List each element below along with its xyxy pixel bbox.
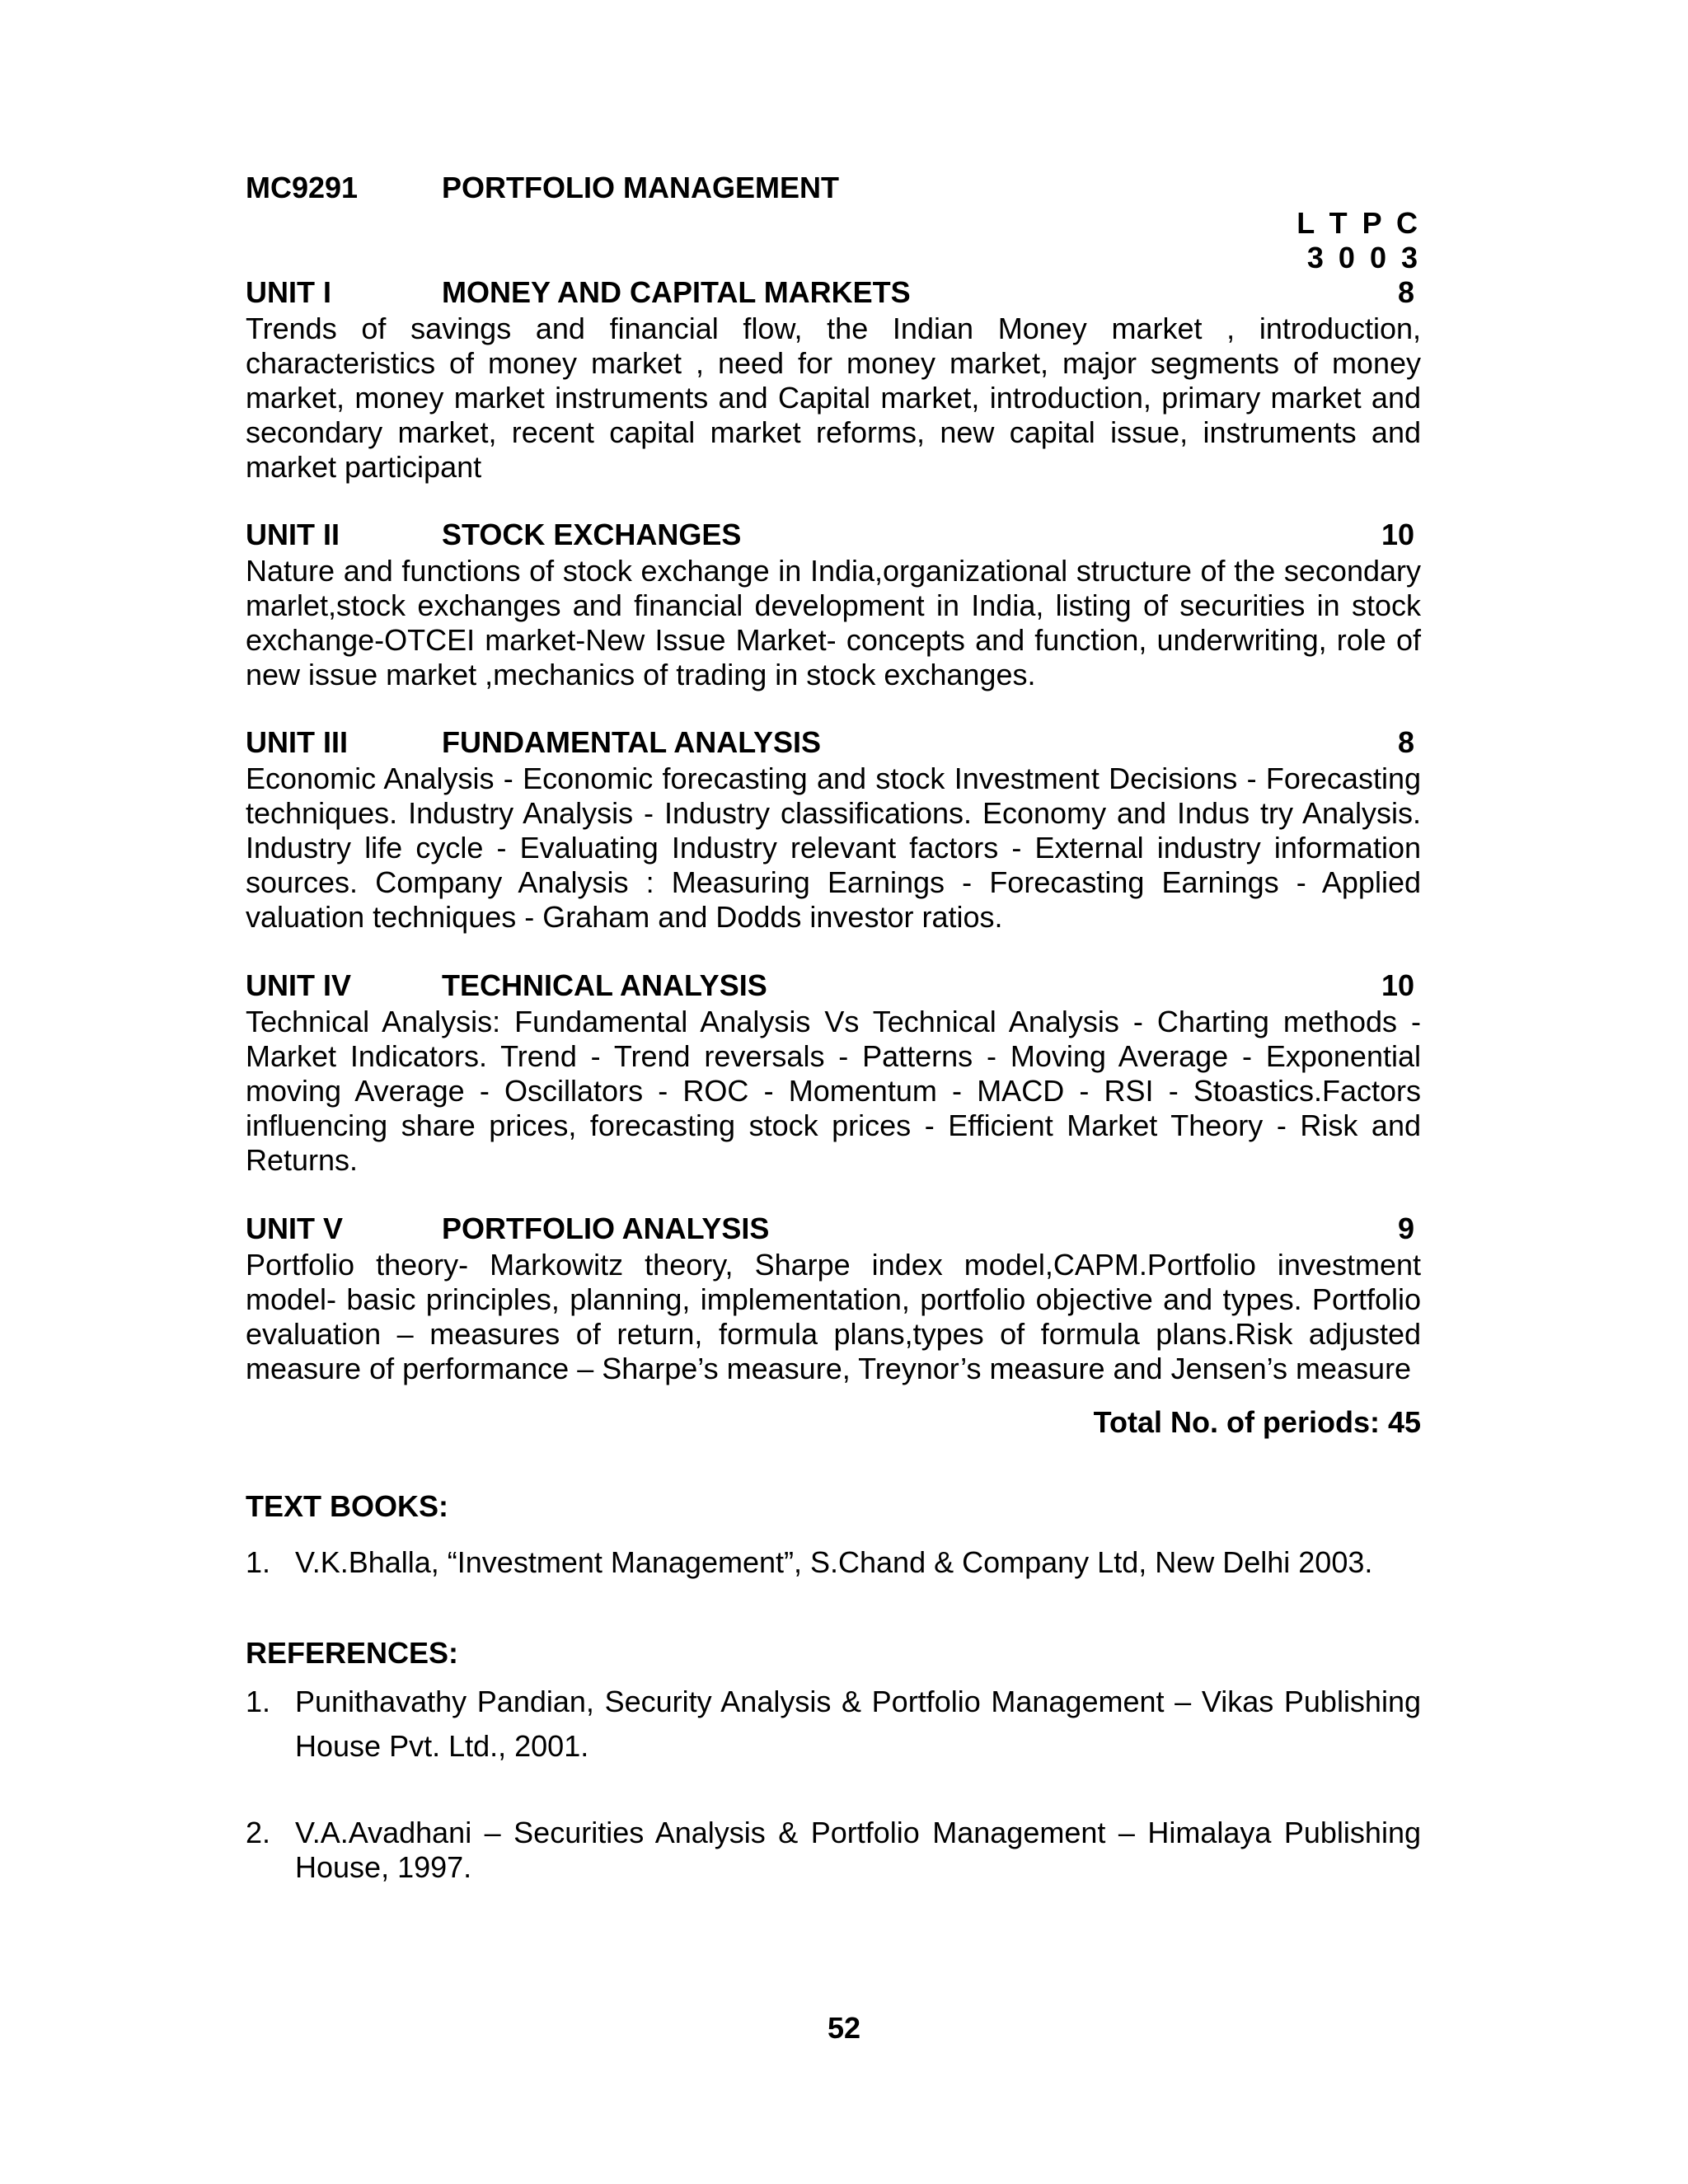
reference-text: Punithavathy Pandian, Security Analysis & Portfolio Management – Vikas Publishing House Pvt. Ltd., 2001. bbox=[295, 1685, 1421, 1763]
unit-1 bbox=[246, 275, 1421, 485]
unit-title: MONEY AND CAPITAL MARKETS bbox=[442, 275, 911, 309]
text-book-item bbox=[246, 1545, 1421, 1580]
reference-text: V.A.Avadhani – Securities Analysis & Portfolio Management – Himalaya Publishing House, 1997. bbox=[295, 1816, 1421, 1884]
unit-label: UNIT II bbox=[246, 518, 340, 551]
unit-title: TECHNICAL ANALYSIS bbox=[442, 968, 767, 1002]
unit-body: Portfolio theory- Markowitz theory, Sharpe index model,CAPM.Portfolio investment model- basic principles, planning, implementation, portfolio objective and types. Portfolio evaluation – measures of return, formula plans,types of formula plans.Risk adjusted measure of performance – Sharpe’s measure, Treynor’s measure and Jensen’s measure bbox=[246, 1248, 1421, 1385]
page-number: 52 bbox=[827, 2011, 861, 2045]
unit-hours: 9 bbox=[1397, 1212, 1414, 1245]
reference-item bbox=[246, 1816, 1421, 1885]
ltpc-values: 3 0 0 3 bbox=[1306, 241, 1421, 274]
unit-title: STOCK EXCHANGES bbox=[442, 518, 742, 551]
text-book-text: V.K.Bhalla, “Investment Management”, S.Chand & Company Ltd, New Delhi 2003. bbox=[295, 1545, 1373, 1579]
unit-label: UNIT IV bbox=[246, 968, 352, 1002]
list-number: 2. bbox=[246, 1816, 271, 1849]
unit-body: Nature and functions of stock exchange in India,organizational structure of the secondary marlet,stock exchanges and financial development in India, listing of securities in stock exchange-OTCEI market-New Issue Market- concepts and function, underwriting, role of new issue market ,mechanics of trading in stock exchanges. bbox=[246, 554, 1421, 691]
reference-item bbox=[246, 1680, 1421, 1769]
unit-hours: 8 bbox=[1397, 275, 1414, 309]
course-code: MC9291 bbox=[246, 171, 359, 204]
unit-label: UNIT III bbox=[246, 725, 348, 759]
unit-title: FUNDAMENTAL ANALYSIS bbox=[442, 725, 822, 759]
unit-hours: 8 bbox=[1397, 725, 1414, 759]
unit-heading bbox=[246, 725, 1421, 762]
unit-body: Economic Analysis - Economic forecasting and stock Investment Decisions - Forecasting techniques. Industry Analysis - Industry classifications. Economy and Indus try Analysis. Industry life cycle - Evaluating Industry relevant factors - External industry information sources. Company Analysis : Measuring Earnings - Forecasting Earnings - Applied valuation techniques - Graham and Dodds investor ratios. bbox=[246, 762, 1421, 934]
unit-2 bbox=[246, 518, 1421, 692]
unit-heading bbox=[246, 968, 1421, 1005]
unit-body: Trends of savings and financial flow, the Indian Money market , introduction, characteristics of money market , need for money market, major segments of money market, money market instruments and Capital market, introduction, primary market and secondary market, recent capital market reforms, new capital issue, instruments and market participant bbox=[246, 312, 1421, 484]
unit-3 bbox=[246, 725, 1421, 935]
course-title: PORTFOLIO MANAGEMENT bbox=[442, 171, 839, 204]
list-number: 1. bbox=[246, 1545, 271, 1579]
unit-4 bbox=[246, 968, 1421, 1178]
unit-heading bbox=[246, 275, 1421, 312]
unit-heading bbox=[246, 518, 1421, 554]
unit-heading bbox=[246, 1212, 1421, 1248]
references-title: REFERENCES: bbox=[246, 1636, 459, 1670]
ltpc-header: L T P C bbox=[1296, 206, 1421, 240]
list-number: 1. bbox=[246, 1685, 271, 1718]
unit-title: PORTFOLIO ANALYSIS bbox=[442, 1212, 770, 1245]
unit-body: Technical Analysis: Fundamental Analysis Vs Technical Analysis - Charting methods - Market Indicators. Trend - Trend reversals - Patterns - Moving Average - Exponential moving Average - Oscillators - ROC - Momentum - MACD - RSI - Stoastics.Factors influencing share prices, forecasting stock prices - Efficient Market Theory - Risk and Returns. bbox=[246, 1005, 1421, 1177]
total-periods: Total No. of periods: 45 bbox=[1093, 1405, 1421, 1439]
unit-label: UNIT I bbox=[246, 275, 331, 309]
unit-label: UNIT V bbox=[246, 1212, 344, 1245]
unit-5 bbox=[246, 1212, 1421, 1386]
unit-hours: 10 bbox=[1381, 518, 1414, 551]
text-books-title: TEXT BOOKS: bbox=[246, 1489, 449, 1523]
unit-hours: 10 bbox=[1381, 968, 1414, 1002]
